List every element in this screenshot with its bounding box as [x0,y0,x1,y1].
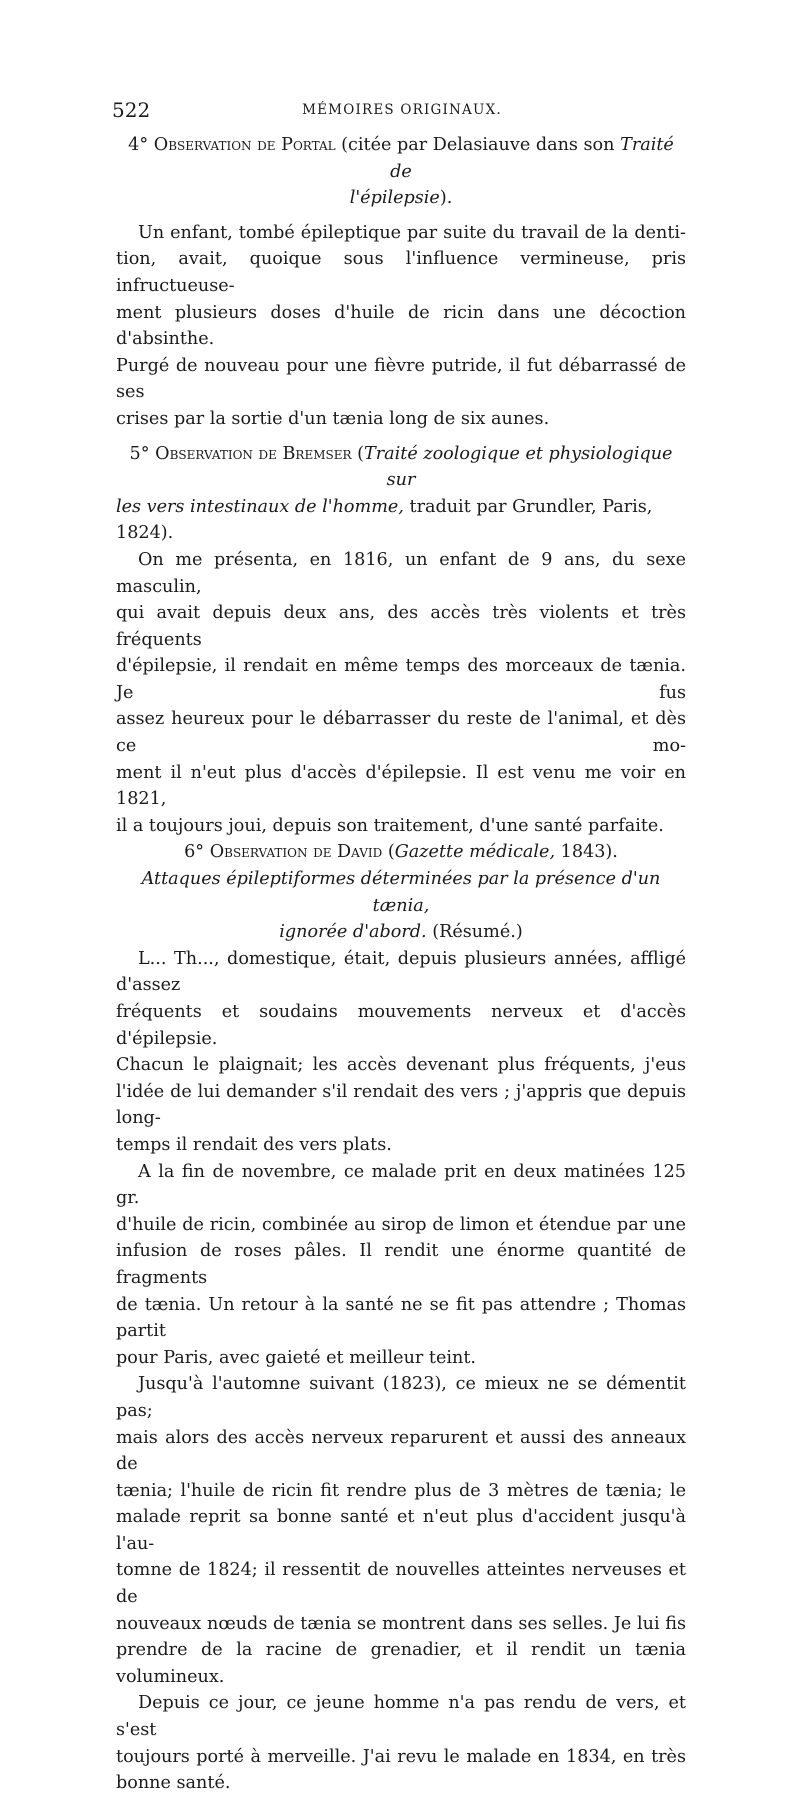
page-number: 522 [112,98,151,122]
obs6-paragraph [116,1371,686,1690]
text-line: tænia; l'huile de ricin fit rendre plus de 3 mètres de tænia; le [116,1480,686,1501]
text-line: il a toujours joui, depuis son traitement, d'une santé parfaite. [116,815,664,836]
obs6-paragraph [116,1159,686,1372]
obs6-source: Gazette médicale, [394,842,556,863]
text-line: bonne santé. [116,1773,231,1794]
text-line: ment il n'eut plus d'accès d'épilepsie. Il est venu me voir en 1821, [116,762,686,810]
text-line: assez heureux pour le débarrasser du reste de l'animal, et dès ce mo- [116,709,686,757]
text-line: qui avait depuis deux ans, des accès très violents et très fréquents [116,603,686,650]
page-body [116,132,686,1797]
obs5-work-title-b: les vers intestinaux de l'homme, [116,496,404,517]
text-line: toujours porté à merveille. J'ai revu le malade en 1834, en très [116,1746,686,1767]
text-line: Depuis ce jour, ce jeune homme n'a pas rendu de vers, et s'est [116,1693,686,1741]
text-line: Un enfant, tombé épileptique par suite du travail de la denti- [138,222,686,243]
text-line: prendre de la racine de grenadier, et il rendit un tænia volumineux. [116,1640,686,1687]
text-line: fréquents et soudains mouvements nerveux et d'accès d'épilepsie. [116,1002,686,1049]
obs5-paragraph [116,547,686,840]
text-line: nouveaux nœuds de tænia se montrent dans ses selles. Je lui fis [116,1613,686,1634]
text-line: On me présenta, en 1816, un enfant de 9 ans, du sexe masculin, [116,549,686,597]
text-line: A la fin de novembre, ce malade prit en deux matinées 125 gr. [116,1161,686,1209]
text-line: Purgé de nouveau pour une fièvre putride, il fut débarrassé de ses [116,355,686,403]
obs5-work-title-a: Traité zoologique et physiologique sur [363,443,673,491]
text-line: malade reprit sa bonne santé et n'eut plus d'accident jusqu'à l'au- [116,1507,686,1554]
text-line: tomne de 1824; il ressentit de nouvelles atteintes nerveuses et de [116,1560,686,1608]
page-header [112,98,692,124]
text-line: tion, avait, quoique sous l'influence vermineuse, pris infructueuse- [116,249,686,296]
text-line: crises par la sortie d'un tænia long de six aunes. [116,408,550,429]
text-line: temps il rendait des vers plats. [116,1134,392,1155]
text-line: L... Th..., domestique, était, depuis plusieurs années, affligé d'assez [116,948,686,996]
text-line: pour Paris, avec gaieté et meilleur teint. [116,1347,477,1368]
obs6-title: Observation de David [209,842,383,863]
obs4-work-title-a: Traité de [390,135,674,182]
obs5-title: Observation de Bremser [155,443,352,464]
text-line: mais alors des accès nerveux reparurent et aussi des anneaux de [116,1427,686,1475]
text-line: ment plusieurs doses d'huile de ricin dans une décoction d'absinthe. [116,302,686,350]
text-line: Chacun le plaignait; les accès devenant plus fréquents, j'eus [116,1055,686,1076]
obs5-heading: 5° Observation de Bremser (Traité zoologique et physiologique sur [129,443,673,491]
obs6-paragraph [116,946,686,1159]
obs6-paragraph [116,1690,686,1796]
text-line: Jusqu'à l'automne suivant (1823), ce mieux ne se démentit pas; [116,1374,686,1421]
obs4-title: Observation de Portal [153,135,336,155]
text-line: d'épilepsie, il rendait en même temps des morceaux de tænia. Je fus [116,656,686,703]
obs4-heading: 4° Observation de Portal (citée par Delasiauve dans son Traité de l'épilepsie). [128,135,674,209]
text-line: infusion de roses pâles. Il rendit une énorme quantité de fragments [116,1241,686,1288]
text-line: l'idée de lui demander s'il rendait des vers ; j'appris que depuis long- [116,1081,686,1129]
obs4-paragraph [116,220,686,433]
obs5-heading-cont: les vers intestinaux de l'homme, traduit par Grundler, Paris, 1824). [116,496,653,544]
running-title: MÉMOIRES ORIGINAUX. [302,102,502,118]
obs4-work-title-b: l'épilepsie [349,188,440,209]
obs6-heading: 6° Observation de David (Gazette médicale, 1843). [184,842,618,863]
obs6-subtitle: Attaques épileptiformes déterminées par la présence d'un tænia, ignorée d'abord. (Résumé.) [141,869,661,943]
text-line: d'huile de ricin, combinée au sirop de limon et étendue par une [116,1214,686,1235]
text-line: de tænia. Un retour à la santé ne se fit pas attendre ; Thomas partit [116,1294,686,1342]
